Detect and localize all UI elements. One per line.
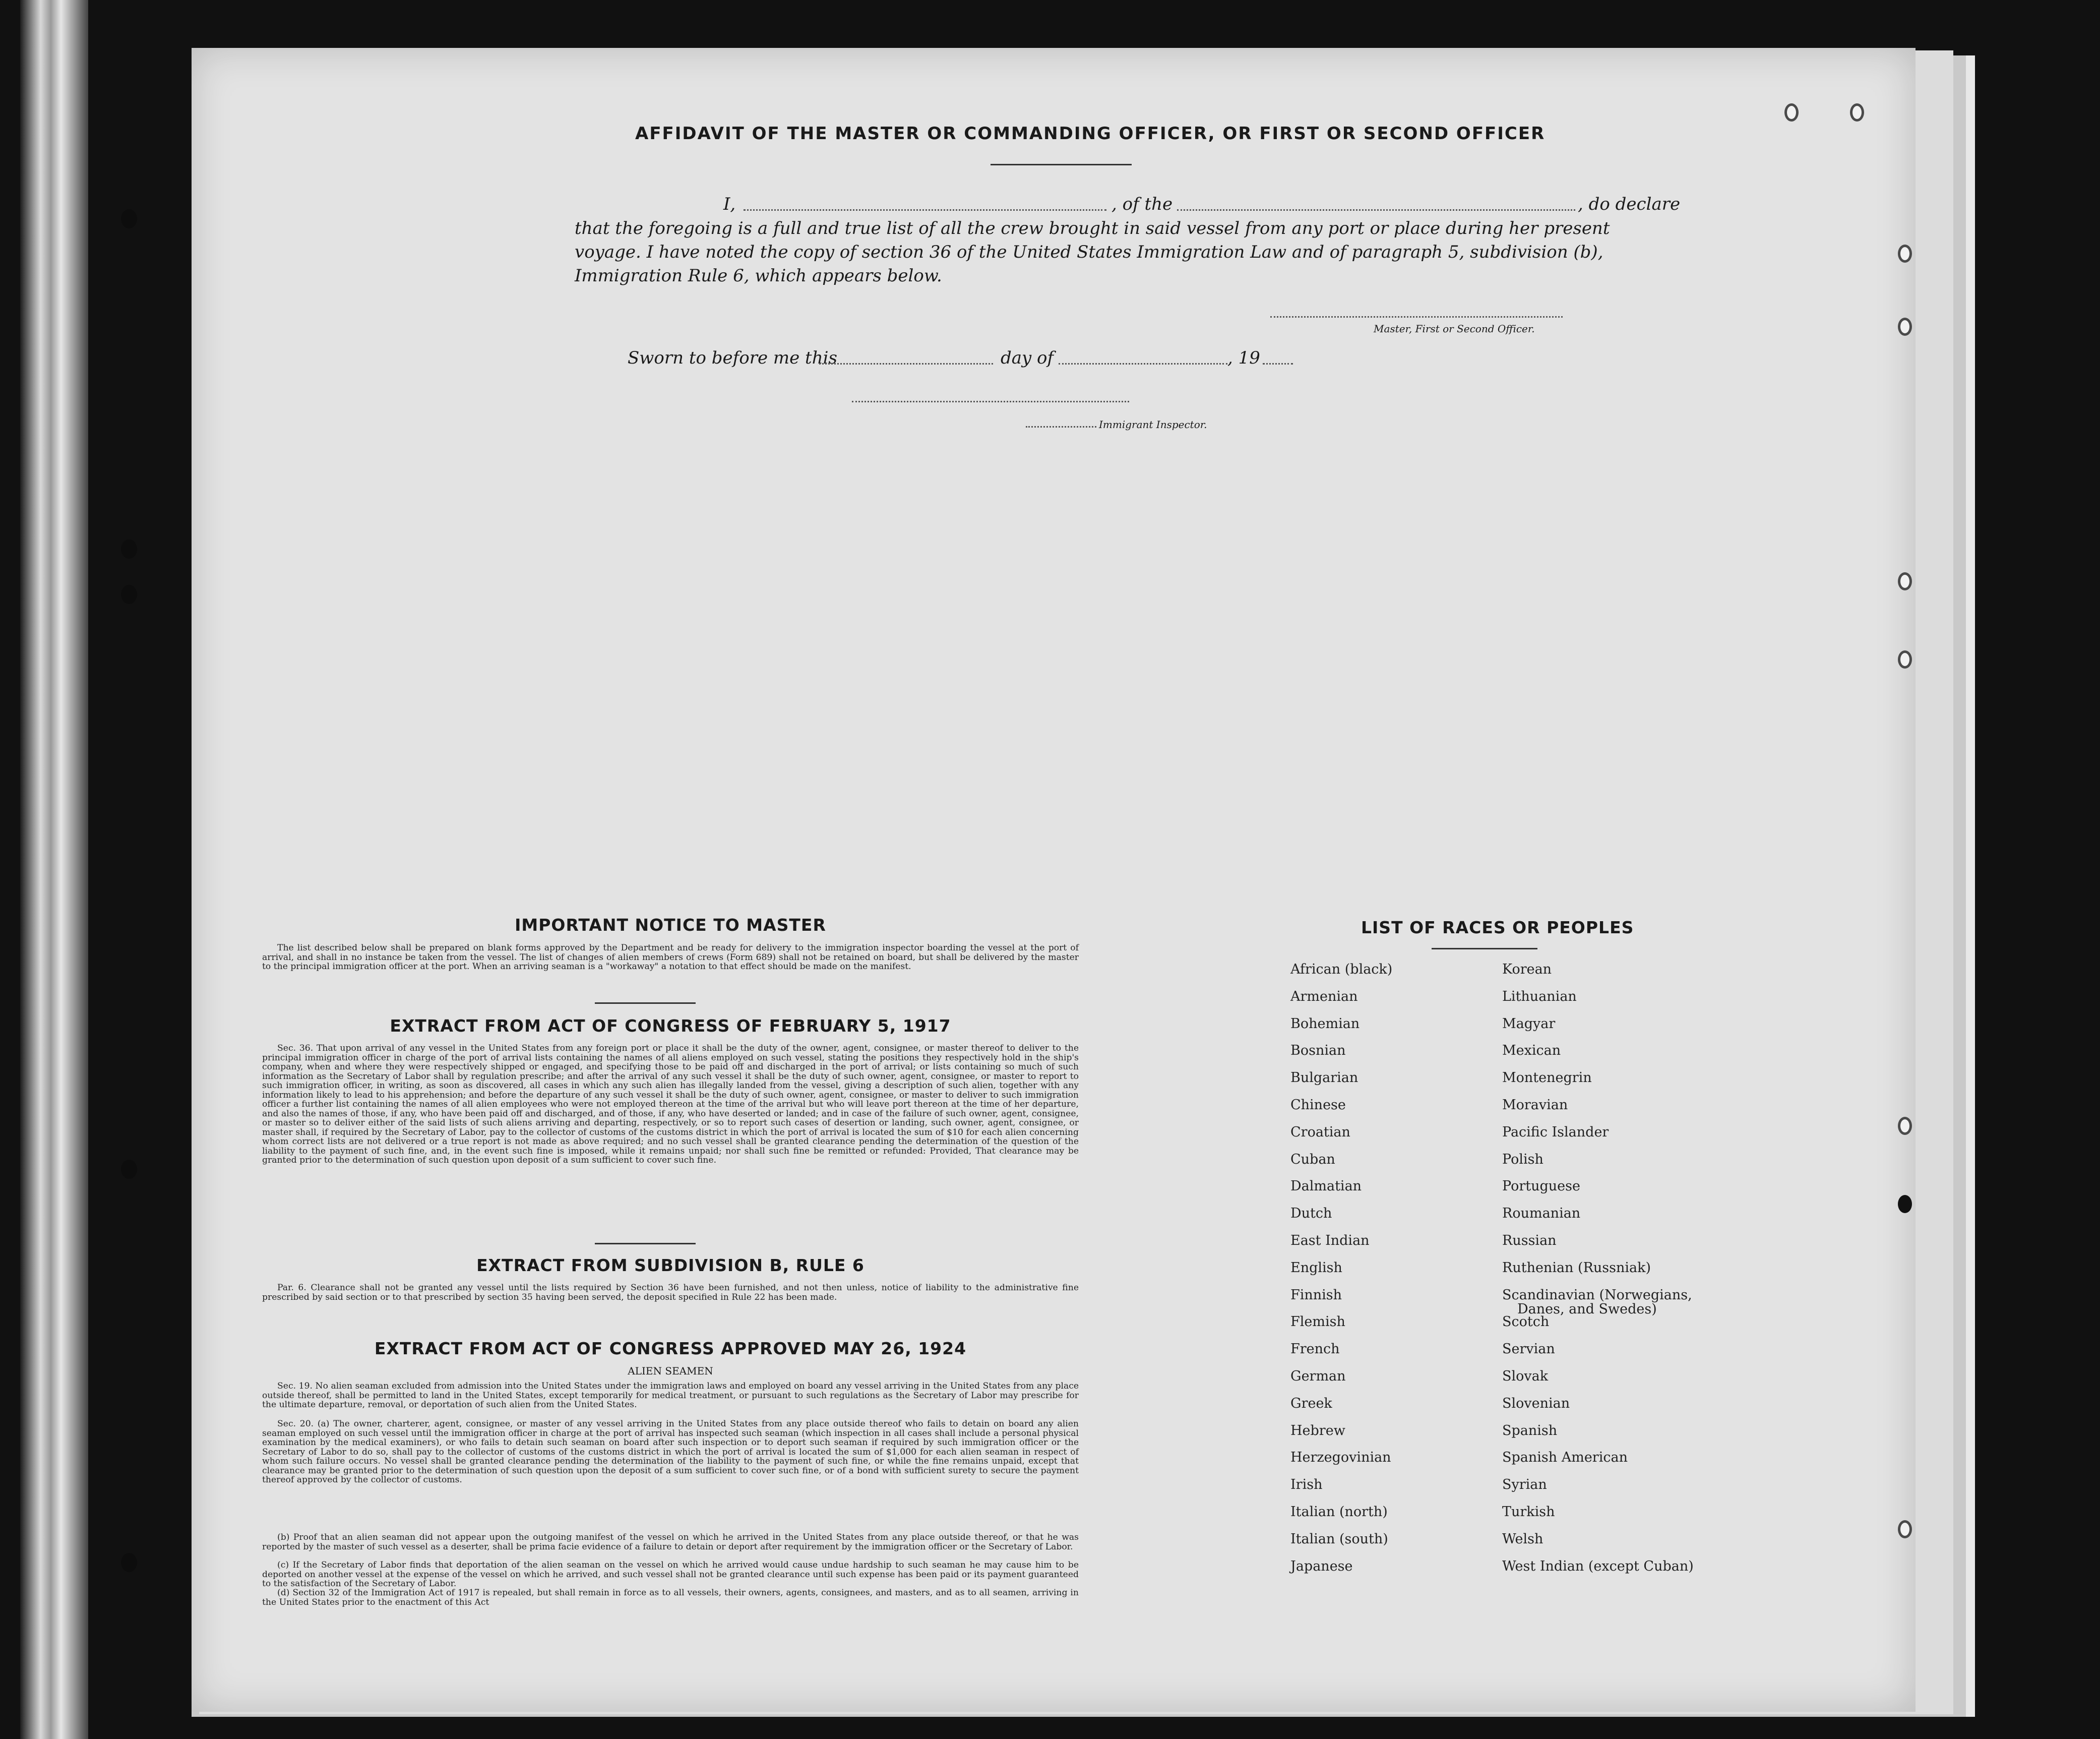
- race-entry: Greek: [1290, 1395, 1332, 1411]
- punch-hole: [1898, 650, 1912, 669]
- race-entry: Dutch: [1290, 1206, 1332, 1222]
- race-entry: Lithuanian: [1502, 988, 1577, 1004]
- race-entry: Flemish: [1290, 1314, 1345, 1330]
- race-entry: Armenian: [1290, 988, 1358, 1004]
- inspector-signature-line[interactable]: [852, 401, 1129, 402]
- race-entry: Irish: [1290, 1477, 1323, 1493]
- binder-hole: [121, 1160, 137, 1179]
- race-entry: Chinese: [1290, 1097, 1346, 1113]
- race-entry: West Indian (except Cuban): [1502, 1558, 1694, 1574]
- binder-edge: [20, 0, 88, 1739]
- day-of-text: day of: [1001, 348, 1054, 368]
- extract-1924-sec20d: (d) Section 32 of the Immigration Act of 1917 is repealed, but shall remain in force as to all vessels, their owners, agents, consignees, and masters, and as to all seamen, arriving in the United States prior to the enactment of this Act: [262, 1588, 1079, 1607]
- race-entry: Slovak: [1502, 1368, 1549, 1384]
- race-entry: Cuban: [1290, 1151, 1335, 1167]
- race-entry: German: [1290, 1368, 1346, 1384]
- declaration-line-1: [723, 194, 1747, 217]
- race-entry: Magyar: [1502, 1015, 1556, 1032]
- punch-hole: [1898, 572, 1912, 590]
- race-entry: Ruthenian (Russniak): [1502, 1260, 1651, 1276]
- extract-rule6-title: EXTRACT FROM SUBDIVISION B, RULE 6: [476, 1255, 864, 1275]
- race-entry: Herzegovinian: [1290, 1450, 1391, 1466]
- section-rule: [595, 1002, 696, 1004]
- race-entry: Bohemian: [1290, 1015, 1360, 1032]
- document-page: [192, 48, 1916, 1712]
- declaration-line-2: that the foregoing is a full and true list of all the crew brought in said vessel from any port or place during her present: [575, 218, 1610, 238]
- race-entry: Finnish: [1290, 1287, 1342, 1303]
- race-entry: Russian: [1502, 1233, 1557, 1248]
- race-entry: Dalmatian: [1290, 1178, 1362, 1194]
- race-entry: East Indian: [1290, 1233, 1370, 1248]
- sworn-day-blank[interactable]: [819, 363, 993, 365]
- extract-1924-sec19: Sec. 19. No alien seaman excluded from admission into the United States under the immigration laws and employed on board any vessel arriving in the United States from any place outside thereof, shall be permitted to land in the United States, except temporarily for medical treatment, or pursuant to such regulations as the Secretary of Labor may prescribe for the ultimate departure, removal, or deportation of such alien from the United States.: [262, 1381, 1079, 1410]
- race-entry: Moravian: [1502, 1097, 1568, 1113]
- race-entry: Polish: [1502, 1151, 1543, 1167]
- race-entry: Pacific Islander: [1502, 1124, 1609, 1140]
- race-entry: Slovenian: [1502, 1395, 1570, 1411]
- race-entry: Italian (north): [1290, 1504, 1388, 1520]
- extract-1917-body: Sec. 36. That upon arrival of any vessel in the United States from any foreign port or place it shall be the duty of the owner, agent, consignee, or master thereof to deliver to the principal immigration officer in charge of the port of arrival lists containing the names of all aliens employed on such vessel, stating the positions they respectively hold in the ship's company, when and where they were respectively shipped or engaged, and specifying those to be paid off and discharged in the port of arrival; or lists containing so much of such information as the Secretary of Labor shall by regulation prescribe; and after the arrival of any such vessel it shall be the duty of such owner, agent, consignee, or master to report to such immigration officer, in writing, as soon as discovered, all cases in which any such alien has illegally landed from the vessel, giving a description of such alien, together with any information likely to lead to his apprehension; and before the departure of any such vessel it shall be the duty of such owner, agent, consignee, or master to deliver to such immigration officer a further list containing the names of all alien employees who were not employed thereon at the time of the arrival but who will leave port thereon at the time of her departure, and also the names of those, if any, who have been paid off and discharged, and of those, if any, who have deserted or landed; and in case of the failure of such owner, agent, consignee, or master so to deliver either of the said lists of such aliens arriving and departing, respectively, or so to report such cases of desertion or landing, such owner, agent, consignee, or master shall, if required by the Secretary of Labor, pay to the collector of customs of the customs district in which the port of arrival is located the sum of $10 for each alien concerning whom correct lists are not delivered or a true report is not made as above required; and no such vessel shall be granted clearance pending the determination of the question of the liability to the payment of such fine, and, in the event such fine is imposed, while it remains unpaid; nor shall such fine be remitted or refunded: Provided, That clearance may be granted prior to the determination of such question upon deposit of a sum sufficient to cover such fine.: [262, 1043, 1079, 1165]
- year-text: , 19: [1227, 348, 1260, 368]
- race-entry: Roumanian: [1502, 1206, 1581, 1222]
- extract-1924-title: EXTRACT FROM ACT OF CONGRESS APPROVED MAY 26, 1924: [374, 1339, 967, 1358]
- extract-1924-sec20a: Sec. 20. (a) The owner, charterer, agent, consignee, or master of any vessel arriving in the United States from any place outside thereof who fails to detain on board any alien seaman employed on such vessel until the immigration officer in charge at the port of arrival has inspected such seaman (which inspection in all cases shall include a personal physical examination by the medical examiners), or who fails to detain such seaman on board after such inspection or to deport such seaman if required by such immigration officer or the Secretary of Labor to do so, shall pay to the collector of customs of the customs district in which the port of arrival is located the sum of $1,000 for each alien seaman in respect of whom such failure occurs. No vessel shall be granted clearance pending the determination of the liability to the payment of such fine, or while the fine remains unpaid, except that clearance may be granted prior to the determination of such question upon the deposit of a sum sufficient to cover such fine, or of a bond with sufficient surety to secure the payment thereof approved by the collector of customs.: [262, 1419, 1079, 1485]
- race-entry: Danes, and Swedes): [1517, 1301, 1657, 1317]
- inspector-dots: [1026, 426, 1096, 428]
- alien-seamen-subtitle: ALIEN SEAMEN: [628, 1365, 713, 1377]
- master-signature-line[interactable]: [1270, 316, 1563, 318]
- extract-1924-sec20c: (c) If the Secretary of Labor finds that deportation of the alien seaman on the vessel on which he arrived would cause undue hardship to such seaman he may cause him to be deported on another vessel at the expense of the vessel on which he arrived, and such vessel shall not be granted clearance until such expense has been paid or its payment guaranteed to the satisfaction of the Secretary of Labor.: [262, 1560, 1079, 1589]
- race-entry: Japanese: [1290, 1558, 1353, 1574]
- race-entry: Korean: [1502, 962, 1552, 977]
- extract-1917-title: EXTRACT FROM ACT OF CONGRESS OF FEBRUARY 5, 1917: [390, 1016, 951, 1036]
- inspector-label: Immigrant Inspector.: [1099, 418, 1207, 431]
- punch-hole: [1898, 1195, 1912, 1213]
- punch-hole: [1898, 1520, 1912, 1538]
- punch-hole: [1850, 103, 1864, 122]
- race-entry: Bosnian: [1290, 1043, 1346, 1059]
- extract-rule6-body: Par. 6. Clearance shall not be granted any vessel until the lists required by Section 36 have been furnished, and not then unless, notice of liability to the administrative fine prescribed by said section or to that prescribed by section 35 having been served, the deposit specified in Rule 22 has been made.: [262, 1283, 1079, 1302]
- binder-hole: [121, 539, 137, 559]
- punch-hole: [1898, 245, 1912, 263]
- race-entry: Italian (south): [1290, 1531, 1388, 1547]
- declaration-line-3: voyage. I have noted the copy of section 36 of the United States Immigration Law and of paragraph 5, subdivision (b),: [575, 242, 1603, 262]
- race-entry: Scandinavian (Norwegians,: [1502, 1287, 1692, 1303]
- notice-title: IMPORTANT NOTICE TO MASTER: [515, 915, 826, 935]
- binder-hole: [121, 585, 137, 604]
- race-entry: Syrian: [1502, 1477, 1547, 1493]
- races-rule: [1432, 948, 1537, 949]
- extract-1924-sec20b: (b) Proof that an alien seaman did not appear upon the outgoing manifest of the vessel on which he arrived in the United States from any place outside thereof, or that he was reported by the master of such vessel as a deserter, shall be prima facie evidence of a failure to detain or deport after requirement by the immigration officer or the Secretary of Labor.: [262, 1532, 1079, 1552]
- race-entry: English: [1290, 1260, 1342, 1276]
- do-declare-text: , do declare: [1578, 194, 1681, 214]
- notice-body: The list described below shall be prepared on blank forms approved by the Department and be ready for delivery to the immigration inspector boarding the vessel at the port of arrival, and shall in no instance be taken from the vessel. The list of changes of alien members of crews (Form 689) shall not be retained on board, but shall be delivered by the master to the principal immigration officer at the port. When an arriving seaman is a "workaway" a notation to that effect should be made on the manifest.: [262, 943, 1079, 972]
- declaration-line-4: Immigration Rule 6, which appears below.: [575, 266, 942, 286]
- race-entry: Servian: [1502, 1341, 1555, 1357]
- binder-hole: [121, 1553, 137, 1572]
- binder-hole: [121, 209, 137, 228]
- punch-hole: [1898, 1117, 1912, 1135]
- race-entry: African (black): [1290, 962, 1393, 977]
- sworn-year-blank[interactable]: [1263, 363, 1293, 365]
- races-title: LIST OF RACES OR PEOPLES: [1361, 918, 1634, 937]
- race-entry: Spanish American: [1502, 1450, 1628, 1466]
- section-rule: [595, 1243, 696, 1244]
- sworn-month-blank[interactable]: [1059, 363, 1227, 365]
- race-entry: Portuguese: [1502, 1178, 1580, 1194]
- race-entry: Montenegrin: [1502, 1070, 1592, 1086]
- race-entry: Welsh: [1502, 1531, 1543, 1547]
- officer-name-blank[interactable]: [744, 209, 1106, 211]
- race-entry: Mexican: [1502, 1043, 1561, 1059]
- punch-hole: [1898, 318, 1912, 336]
- title-rule: [991, 164, 1132, 165]
- affidavit-title: AFFIDAVIT OF THE MASTER OR COMMANDING OFFICER, OR FIRST OR SECOND OFFICER: [635, 124, 1546, 144]
- race-entry: Croatian: [1290, 1124, 1350, 1140]
- master-signature-label: Master, First or Second Officer.: [1374, 323, 1535, 335]
- race-entry: Scotch: [1502, 1314, 1550, 1330]
- declarant-i: I,: [723, 194, 736, 214]
- punch-hole: [1784, 103, 1799, 122]
- sworn-text: Sworn to before me this: [628, 348, 837, 368]
- race-entry: Turkish: [1502, 1504, 1555, 1520]
- of-the-text: , of the: [1111, 194, 1173, 214]
- vessel-name-blank[interactable]: [1177, 209, 1575, 211]
- race-entry: Spanish: [1502, 1422, 1558, 1438]
- race-entry: French: [1290, 1341, 1340, 1357]
- race-entry: Hebrew: [1290, 1422, 1345, 1438]
- race-entry: Bulgarian: [1290, 1070, 1358, 1086]
